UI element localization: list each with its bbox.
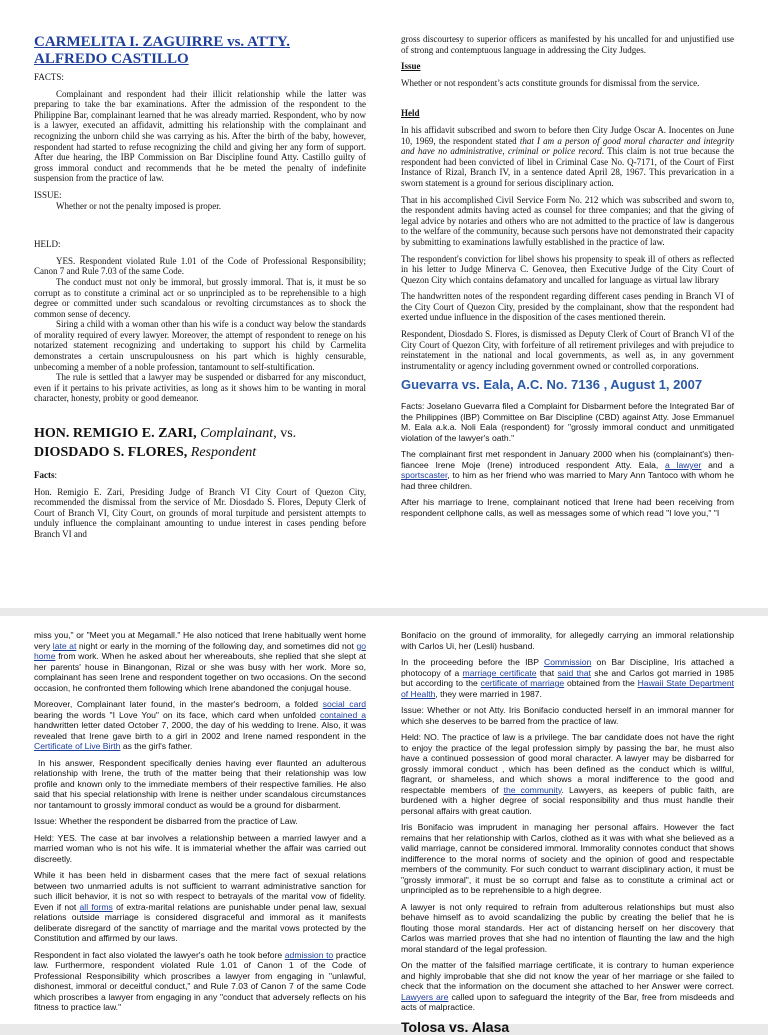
case-title-zari: HON. REMIGIO E. ZARI, Complainant, vs. DIOSDADO S. FLORES, Respondent [34, 426, 297, 461]
ui-case-held: Held: NO. The practice of law is a privilege. The bar candidate does not have the right to enjoy the practice of the legal profession simply by passing the bar, he must also have a continued possession of good moral character. A lawyer may be disbarred for grossly immoral conduct , which has been defined as the conduct which is willful, flagrant, or shameless, and which shows a moral indifference to the good and respectable members of the community. Lawyers, as keepers of public faith, are burdened with a higher degree of social responsibility and thus must handle their personal affairs with great caution. [401, 732, 735, 816]
link-admission-to[interactable]: admission to [284, 949, 334, 960]
zari-held-paragraph-2: That in his accomplished Civil Service Form No. 212 which was subscribed and sworn to, the respondent admits having acted as counsel for three companies; and that the giving of legal advice by notaries and others who are not admitted to the practice of law is dangerous to the welfare of the community, because such persons have not demonstrated their capacity by submitting to examinations lawfully established in the practice of law. [401, 194, 734, 247]
right-column [401, 630, 735, 1035]
facts-label: FACTS: [34, 72, 64, 82]
guevarra-answer: In his answer, Respondent specifically denies having ever flaunted an adulterous relationship with Irene, the truth of the matter being that their relationship was low profile and known only to the immediate members of their respective families. He also said that his special relationship with Irene is neither under scandalous circumstances nor tantamount to grossly immoral conduct as would be a ground for disbarment. [34, 757, 366, 810]
link-the-community[interactable]: the community [503, 784, 562, 795]
ui-case-held-4: On the matter of the falsified marriage certificate, it is contrary to human experience and highly improbable that she did not know the year of her marriage or she failed to check that the information on the document she attached to her Answer were correct. Lawyers are called upon to safeguard the integrity of the Bar, free from misdeeds and acts of malpractice. [401, 960, 734, 1012]
link-lawyers-are[interactable]: Lawyers are [401, 991, 449, 1002]
guevarra-facts: Facts: Joselano Guevarra filed a Complaint for Disbarment before the Integrated Bar of the Philippines (IBP) Committee on Bar Discipline (CBD) against Atty. Jose Emmanuel M. Eala a.k.a. Noli Eala (respondent) for "grossly immoral conduct and unmitigated violation of the lawyer's oath." [401, 401, 734, 443]
held-paragraph-2: The conduct must not only be immoral, but grossly immoral. That is, it must be so corrupt as to constitute a criminal act or so unprincipled as to be reprehensible to a high degree or committed under such scandalous or revolting circumstances as to shock the common sense of decency. [34, 276, 366, 319]
link-certificate-of-marriage[interactable]: certificate of marriage [480, 678, 565, 688]
link-said-that[interactable]: said that [557, 667, 591, 678]
link-commission[interactable]: Commission [544, 657, 592, 667]
case-title-tolosa: Tolosa vs. Alasa [401, 1018, 510, 1035]
document-page-2 [0, 616, 768, 1035]
link-marriage-certificate[interactable]: marriage certificate [462, 667, 537, 678]
case-title-zaguirre: CARMELITA I. ZAGUIRRE vs. ATTY. ALFREDO CASTILLO [34, 34, 291, 67]
ui-case-held-2: Iris Bonifacio was imprudent in managing her personal affairs. However the fact remains that her relationship with Carlos, clothed as it was with what she believed as a valid marriage, cannot be considered immoral. Immorality connotes conduct that shows indifference to the moral norms of society and the opinion of good and respectable members of the community. For such conduct to warrant disciplinary action, it must be "grossly immoral", it must be so corrupt and false as to constitute a criminal act or unprincipled as to be reprehensible to a high degree. [401, 822, 734, 895]
ui-case-paragraph-2: In the proceeding before the IBP Commission on Bar Discipline, Iris attached a photocopy of a marriage certificate that said that she and Carlos got married in 1985 but according to the certificate of marriage obtained from the Hawaii State Department of Health, they were married in 1987. [401, 657, 734, 699]
guevarra-paragraph-2: The complainant first met respondent in January 2000 when his (complainant's) then-fiancee Irene Moje (Irene) introduced respondent Atty. Eala, a lawyer and a sportscaster, to him as her friend who was married to Mary Ann Tantoco with whom he had three children. [401, 449, 734, 491]
zari-held-paragraph-1: In his affidavit subscribed and sworn to before then City Judge Oscar A. Inocentes on June 10, 1969, the respondent stated that I am a person of good moral character and integrity and have no administrative, criminal or police record. This claim is not true because the respondent had been convicted of libel in Criminal Case No. Q-7171, of the Court of First Instance of Rizal, Branch IV, in a sentence dated April 28, 1967. This prevarication in a sworn statement is a ground for serious disciplinary action. [401, 124, 734, 188]
case-title-guevarra: Guevarra vs. Eala, A.C. No. 7136 , August 1, 2007 [401, 377, 703, 393]
facts-paragraph: Complainant and respondent had their illicit relationship while the latter was preparing to take the bar examinations. After the admission of the respondent to the Philippine Bar, complainant learned that he was already married. Respondent, who by now is a lawyer, executed an affidavit, admitting his relationship with the complainant and recognizing the unborn child she was carrying as his. After the birth of the baby, however, respondent had started to refuse recognizing the child and giving her any form of support. After due hearing, the IBP Commission on Bar Discipline found Atty. Castillo guilty of gross immoral conduct and recommends that he be meted the penalty of indefinite suspension from the practice of law. [34, 88, 366, 184]
guevarra-held: Held: YES. The case at bar involves a relationship between a married lawyer and a married woman who is not his wife. It is immaterial whether the affair was carried out discreetly. [34, 832, 366, 864]
link-contained-a[interactable]: contained a [319, 709, 366, 720]
zari-held-label: Held [401, 108, 420, 119]
zari-facts-label: Facts: [34, 470, 58, 481]
ui-case-held-3: A lawyer is not only required to refrain from adulterous relationships but must also behave himself as to avoid scandalizing the public by creating the belief that he is flouting those moral standards. Her act of distancing herself on her discovery that Carlos was married proves that she had no intention of flaunting the law and the high moral standard of the legal profession. [401, 901, 734, 954]
ui-case-paragraph-1: Bonifacio on the ground of immorality, for allegedly carrying an immoral relationship with Carlos Ui, her (Lesli) husband. [401, 630, 734, 651]
held-label: HELD: [34, 239, 61, 250]
link-all-forms[interactable]: all forms [79, 901, 113, 912]
zari-held-paragraph-3: The respondent's conviction for libel shows his propensity to speak ill of others as reflected in his letter to Judge Minerva C. Genovea, then Executive Judge of the City Court of Quezon City which contains defamatory and uncalled for language as virtual law library [401, 253, 734, 285]
issue-label: ISSUE: [34, 189, 62, 200]
zari-issue-text: Whether or not respondent’s acts constitute grounds for dismissal from the service. [401, 77, 700, 88]
zari-facts-continued: gross discourtesy to superior officers as manifested by his uncalled for and unjustified use of strong and contemptuous language in addressing the City Judges. [401, 34, 734, 55]
left-column [34, 630, 366, 1024]
guevarra-issue: Issue: Whether the respondent be disbarred from the practice of Law. [34, 816, 298, 826]
zari-held-paragraph-4: The handwritten notes of the respondent regarding different cases pending in Branch VI of the City Court of Quezon City, presided by the complainant, show that the respondent had exerted undue influence in the disposition of the cases mentioned therein. [401, 291, 734, 323]
link-certificate-of-live-birth[interactable]: Certificate of Live Birth [34, 741, 121, 751]
issue-text: Whether or not the penalty imposed is proper. [56, 200, 221, 211]
held-paragraph-4: The rule is settled that a lawyer may be suspended or disbarred for any misconduct, even if it pertains to his private activities, as long as it shows him to be wanting in moral character, honesty, probity or good demeanor. [34, 372, 366, 404]
held-paragraph-1: YES. Respondent violated Rule 1.01 of the Code of Professional Responsibility; Canon 7 and Rule 7.03 of the same Code. [34, 255, 366, 277]
guevarra-held-2: While it has been held in disbarment cases that the mere fact of sexual relations between two unmarried adults is not sufficient to warrant administrative sanction for such illicit behavior, it is not so with respect to betrayals of the marital vow of fidelity. Even if not all forms of extra-marital relations are punishable under penal law, sexual relations outside marriage is considered disgraceful and immoral as it manifests deliberate disregard of the sanctity of marriage and the marital vows protected by the Constitution and affirmed by our laws. [34, 870, 366, 943]
guevarra-paragraph-3: After his marriage to Irene, complainant noticed that Irene had been receiving from respondent cellphone calls, as well as messages some of which read "I love you," "I [401, 497, 734, 518]
left-column [34, 34, 366, 604]
zari-facts-text: Hon. Remigio E. Zari, Presiding Judge of Branch VI City Court of Quezon City, recommended the dismissal from the service of Mr. Diosdado S. Flores, Deputy Clerk of Court of Branch VI, City Court, on grounds of moral turpitude and persistent attempts to unduly influence the complainant amounting to undue interest in cases pending before Branch VI and [34, 486, 366, 539]
link-a-lawyer[interactable]: a lawyer [665, 459, 702, 470]
zari-held-paragraph-5: Respondent, Diosdado S. Flores, is dismissed as Deputy Clerk of Court of Branch VI of the City Court of Quezon City, with forfeiture of all retirement privileges and with prejudice to reinstatement in the national and local governments, as well as, in any government instrumentality or agency including government owned or controlled corporations. [401, 329, 734, 371]
link-late-at[interactable]: late at [52, 640, 77, 651]
link-sportscaster[interactable]: sportscaster [401, 470, 448, 481]
ui-case-issue: Issue: Whether or not Atty. Iris Bonifacio conducted herself in an immoral manner for which she deserves to be barred from the practice of law. [401, 705, 734, 726]
held-paragraph-3: Siring a child with a woman other than his wife is a conduct way below the standards of morality required of every lawyer. Moreover, the attempt of respondent to renege on his notarized statement recognizing and undertaking to support his child by Carmelita demonstrates a certain unscrupulousness on his part which is highly censurable, unbecoming a member of a noble profession, tantamount to self-stultification. [34, 319, 366, 372]
zari-issue-label: Issue [401, 61, 421, 72]
right-column [401, 34, 734, 604]
link-hawaii-department-of-health[interactable]: Hawaii State Department of Health [401, 678, 734, 699]
guevarra-paragraph-5: Moreover, Complainant later found, in the master's bedroom, a folded social card bearing the words "I Love You" on its face, which card when unfolded contained a handwritten letter dated October 7, 2000, the day of his wedding to Irene. Also, it was revealed that Irene gave birth to a girl in 2002 and Irene named respondent in the Certificate of Live Birth as the girl's father. [34, 699, 367, 751]
link-social-card[interactable]: social card [322, 699, 367, 709]
guevarra-paragraph-4: miss you," or "Meet you at Megamall." He also noticed that Irene habitually went home very late at night or early in the morning of the following day, and sometimes did not go home from work. When he asked about her whereabouts, she replied that she slept at her parents' house in Binangonan, Rizal or she was busy with her work. More so, complainant has seen Irene and respondent together on two occasions. On the second occasion, he confronted them following which Irene abandoned the conjugal house. [34, 630, 366, 693]
guevarra-held-3: Respondent in fact also violated the lawyer's oath he took before admission to practice law. Furthermore, respondent violated Rule 1.01 of Canon 1 of the Code of Professional Responsibility which proscribes a lawyer from engaging in "unlawful, dishonest, immoral or deceitful conduct," and Rule 7.03 of Canon 7 of the same Code which proscribes a lawyer from engaging in any "conduct that adversely reflects on his fitness to practice law." [34, 949, 366, 1012]
link-go-home[interactable]: go home [34, 640, 366, 661]
